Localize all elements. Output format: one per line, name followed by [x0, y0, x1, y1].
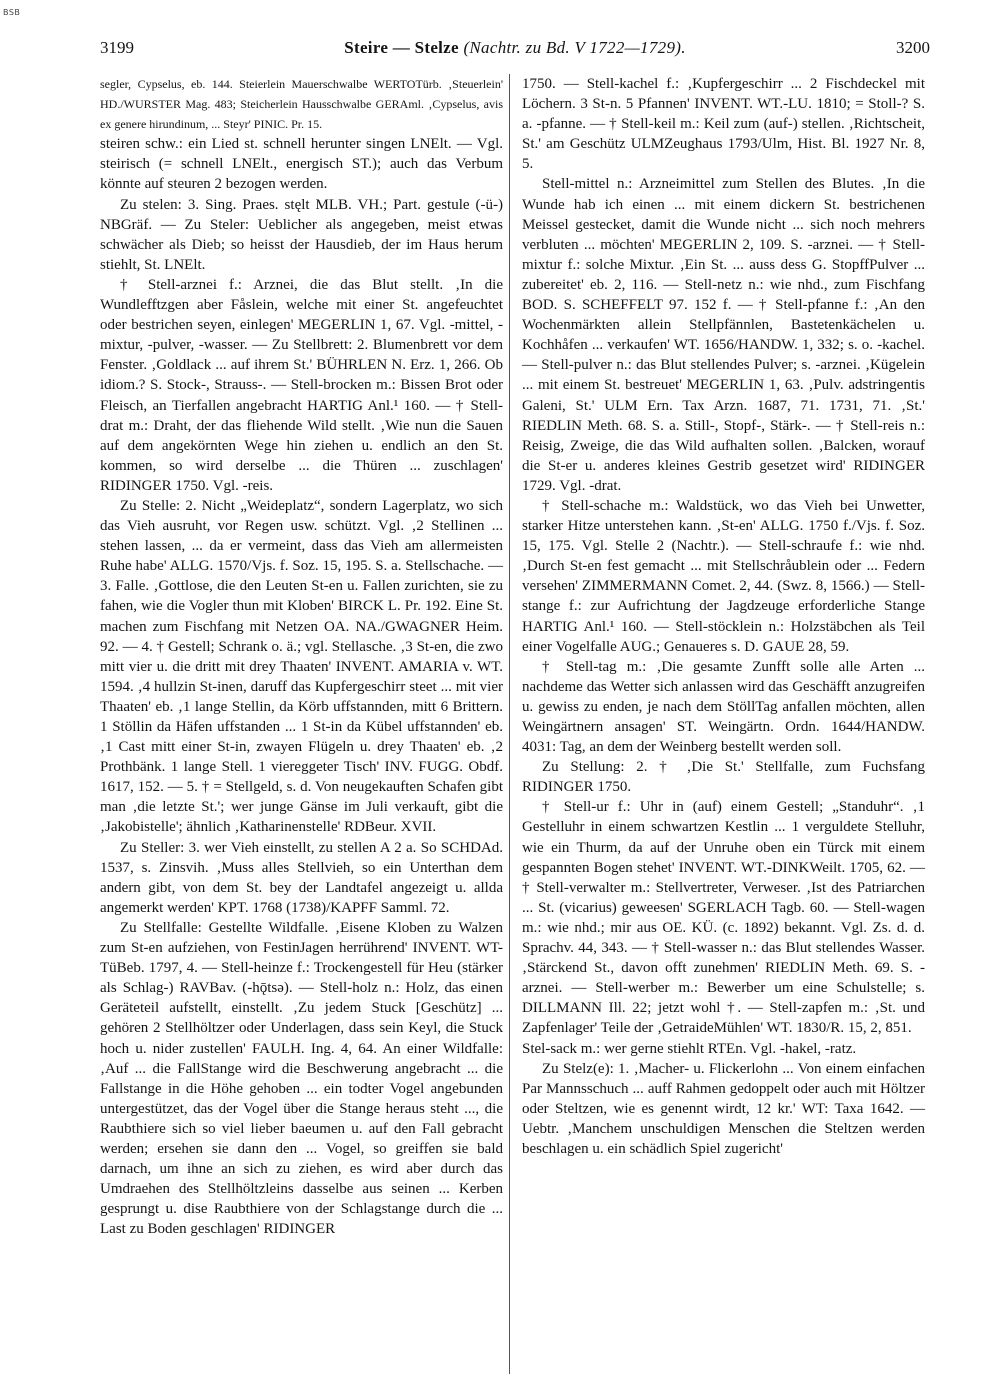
- dictionary-entry: Zu Stelle: 2. Nicht „Weideplatz“, sondern Lagerplatz, wo sich das Vieh ausruht, vor Regen usw. schützt. Vgl. ‚2 Stellinen ... stehen lassen, ... da er vermeint, dass das Vieh am allermeisten Ruhe habe' ALLG. 1570/Vjs. f. Soz. 15, 195. S. a. Stellschache. — 3. Falle. ‚Gottlose, die den Leuten St-en u. Fallen zurichten, sie zu fahen, wie die Vogler thun mit Kloben' BIRCK L. Pr. 192. Eine St. machen zum Fischfang mit Netzen OA. NA./GWAGNER Heim. 92. — 4. † Gestell; Schrank o. ä.; vgl. Stellasche. ‚3 St-en, die zwo mitt vier u. die dritt mit drey Thaaten' INVENT. AMARIA v. WT. 1594. ‚4 hullzin St-inen, daruff das Kupfergeschirr steet ... mit vier Thaaten' eb. ‚1 lange Stellin, da Körb uffstannden, mitt 6 Brittern. 1 Stöllin da Häfen uffstanden ... 1 St-in da Kübel uffstannden' eb. ‚1 Cast mitt einer St-in, zwayen Flügeln u. drey Thaaten' eb. ‚2 Prothbänk. 1 lange Stell. 1 viereggeter Tisch' INV. FUGG. Obdf. 1617, 152. — 5. † = Stellgeld, s. d. Von neugekauften Schafen gibt man ‚die letzte St.'; wer junge Gänse im Juli verkauft, gibt die ‚Jakobistelle'; ähnlich ‚Katharinenstelle' RDBeur. XVII.: [100, 497, 503, 836]
- page-header: [100, 38, 930, 70]
- left-column: [100, 74, 503, 1239]
- dictionary-entry: Zu Steller: 3. wer Vieh einstellt, zu stellen A 2 a. So SCHDAd. 1537, s. Zinsvih. ‚Muss alles Stellvieh, so ein Unterthan dem andern gibt, von dem St. bey der Landtafel angezeigt u. allda angemerkt werden' KPT. 1768 (1738)/KAPFF Samml. 72.: [100, 839, 503, 916]
- column-divider: [509, 74, 510, 1374]
- page-number-left: 3199: [100, 38, 134, 57]
- running-title: [344, 38, 686, 58]
- right-column: [522, 74, 925, 1239]
- page-number-right: 3200: [896, 38, 930, 57]
- dictionary-entry: † Stell-tag m.: ‚Die gesamte Zunfft solle alle Arten ... nachdeme das Wetter sich anlassen wird das Geschäfft anzugreifen u. gewiss zu enden, je nach dem StöllTag anfallen möchten, allen Weingärtnern ansagen' ST. Weingärtn. Ordn. 1644/HANDW. 4031: Tag, an dem der Weinberg bestellt werden soll.: [522, 658, 925, 756]
- library-stamp: BSB: [3, 8, 21, 17]
- running-title-words: Steire — Stelze: [344, 38, 459, 57]
- running-title-note: (Nachtr. zu Bd. V 1722—1729).: [463, 38, 686, 57]
- dictionary-entry: Zu Stelz(e): 1. ‚Macher- u. Flickerlohn ... Von einem einfachen Par Mannsschuch ... auff Rahmen gedoppelt oder auch mit Höltzer oder Steltzen, wie es genennt wirdt, 12 kr.' WT: Taxa 1642. — Uebtr. ‚Manchem unschuldigen Menschen die Steltzen werden beschlagen u. ein schädlich Spiel zugericht': [522, 1060, 925, 1157]
- dictionary-entry: segler, Cypselus, eb. 144. Steierlein Mauerschwalbe WERTOTürb. ‚Steuerlein' HD./WURSTER Mag. 483; Steicherlein Hausschwalbe GERAml. ‚Cypselus, avis ex genere hirundinum, ... Steyr' PINIC. Pr. 15.: [100, 77, 503, 132]
- dictionary-entry: 1750. — Stell-kachel f.: ‚Kupfergeschirr ... 2 Fischdeckel mit Löchern. 3 St-n. 5 Pfannen' INVENT. WT.-LU. 1810; = Stoll-? S. a. -pfanne. — † Stell-keil m.: Keil zum (auf-) stellen. ‚Richtscheit, St.' am Geschütz ULMZeughaus 1793/Ulm, Hist. Bl. 1927 Nr. 8, 5.: [522, 76, 925, 173]
- dictionary-entry: Stel-sack m.: wer gerne stiehlt RTEn. Vgl. -hakel, -ratz.: [522, 1040, 857, 1057]
- dictionary-entry: † Stell-ur f.: Uhr in (auf) einem Gestell; „Standuhr“. ‚1 Gestelluhr in einem schwartzen Kestlin ... 1 verguldete Stelluhr, wie ein Thurm, da auf der Unruhe oben ein Türck mit einem gespannten Bogen stehet' INVENT. WT.-DINKWeilt. 1705, 62. — † Stell-verwalter m.: Stellvertreter, Verweser. ‚Ist des Patriarchen ... St. (vicarius) geweesen' SGERLACH Tagb. 60. — Stell-wagen m.: wie nhd.; mir aus OE. KÜ. (c. 1892) bekannt. Vgl. Zs. d. d. Sprachv. 44, 343. — † Stell-wasser n.: das Blut stellendes Wasser. ‚Stärckend St., davon offt zunehmen' RIEDLIN Meth. 69. S. -arznei. — Stell-werber m.: Bewerber um eine Schulstelle; s. DILLMANN Ill. 22; jetzt wohl †. — Stell-zapfen m.: ‚St. und Zapfenlager' Teile der ‚GetraideMühlen' WT. 1830/R. 15, 2, 851.: [522, 799, 925, 1037]
- text-columns: [100, 74, 930, 1239]
- dictionary-entry: steiren schw.: ein Lied st. schnell herunter singen LNElt. — Vgl. steirisch (= schnell LNElt., energisch ST.); auch das Verbum könnte auf steuren 2 bezogen werden.: [100, 136, 503, 193]
- dictionary-entry: Stell-mittel n.: Arzneimittel zum Stellen des Blutes. ‚In die Wunde hab ich einen ... mit einem dickern St. bestrichenen Meissel gestecket, damit die Wunde nicht ... sich noch mehrers verbluten ... möchten' MEGERLIN 2, 109. S. -arznei. — † Stell-mixtur f.: solche Mixtur. ‚Ein St. ... auss dess G. StopffPulver ... zubereitet' eb. 2, 116. — Stell-netz n.: wie nhd., zum Fischfang BOD. S. SCHEFFELT 97. 152 f. — † Stell-pfanne f.: ‚An den Wochenmärkten allein Stellpfännlen, Bastetenkächelen u. Kochhåfen ... verkaufen' WT. 1656/HANDW. 1, 332; s. o. -kachel. — Stell-pulver n.: das Blut stellendes Pulver; s. -arznei. ‚Kügelein ... mit einem St. bestreuet' MEGERLIN 1, 63. ‚Pulv. adstringentis Galeni, St.' ULM Ern. Tax Arzn. 1687, 71. 1731, 71. ‚St.' RIEDLIN Meth. 68. S. a. Still-, Stopf-, Stärk-. — † Stell-reis n.: Reisig, Zweige, die das Wild aufhalten sollen. ‚Balcken, worauf die St-er u. anderes kleines Gestrib gesetzet wird' RIDINGER 1729. Vgl. -drat.: [522, 176, 925, 494]
- dictionary-entry: † Stell-schache m.: Waldstück, wo das Vieh bei Unwetter, starker Hitze unterstehen kann. ‚St-en' ALLG. 1750 f./Vjs. f. Soz. 15, 175. Vgl. Stelle 2 (Nachtr.). — Stell-schraufe f.: wie nhd. ‚Durch St-en fest gemacht ... mit Stellschråublein oder ... Federn versehen' ZIMMERMANN Comet. 2, 44. (Swz. 8, 1566.) — Stell-stange f.: zur Aufrichtung der Jagdzeuge erforderliche Stange HARTIG Anl.¹ 160. — Stell-stöcklein n.: Holzstäbchen als Teil einer Vogelfalle AUG.; Genaueres s. D. GAUE 28, 59.: [522, 497, 925, 655]
- dictionary-page: [100, 38, 930, 1239]
- dictionary-entry: Zu stelen: 3. Sing. Praes. stęlt MLB. VH.; Part. gestule (-ü-) NBGräf. — Zu Steler: Uеblicher als angegeben, meist etwas schwächer als Dieb; so heisst der Hausdieb, der im Haus herum stiehlt, St. LNElt.: [100, 196, 503, 273]
- dictionary-entry: Zu Stellfalle: Gestellte Wildfalle. ‚Eisene Kloben zu Walzen zum St-en aufziehen, von FestinJagen herrührend' INVENT. WT-TüBeb. 1797, 4. — Stell-heinze f.: Trockengestell für Heu (stärker als Schlag-) RAVBav. (-hǭtsə). — Stell-holz n.: Holz, das einen Geräteteil aufstellt, einstellt. ‚Zu jedem Stuck [Geschütz] ... gehören 2 Stellhöltzer oder Underlagen, dass sein Keyl, die Stuck hoch u. nider zustellen' FAULH. Ing. 4, 64. An einer Wildfalle: ‚Auf ... die FallStange wird die Beschwerung angebracht ... die Fallstange in die Höhe gehoben ... ein todter Vogel angebunden untergestützet, das der Vogel über die Stange heraus steht ..., die Raubthiere sich so viel lieber baeumen u. auf den Fall gebracht werden; ersehen sie dann den ... Vogel, so greiffen sie bald darnach, um ihne an sich zu ziehen, es wird aber durch das Umdraehen des Stellhöltzleins dasselbe aus seinen ... Kerben gesprungt u. dise Raubthiere von der Schlagstange durch die ... Last zu Boden geschlagen' RIDINGER: [100, 919, 503, 1238]
- dictionary-entry: † Stell-arznei f.: Arznei, die das Blut stellt. ‚In die Wundlefftzgen aber Fåslein, welche mit einer St. angefeuchtet oder bestrichen seyen, einlegen' MEGERLIN 1, 67. Vgl. -mittel, -mixtur, -pulver, -wasser. — Zu Stellbrett: 2. Blumenbrett vor dem Fenster. ‚Goldlack ... auf ihrem St.' BÜHRLEN N. Erz. 1, 266. Ob idiom.? S. Stock-, Strauss-. — Stell-brocken m.: Bissen Brot oder Fleisch, an Tierfallen angebracht HARTIG Anl.¹ 160. — † Stell-drat m.: Draht, der das fliehende Wild stellt. ‚Wie nun die Sauen auf dem angekörnten Wege hin ziehen u. endlich an den St. kommen, so wird derselbe ... die Thüren ... zuschlagen' RIDINGER 1750. Vgl. -reis.: [100, 276, 503, 494]
- dictionary-entry: Zu Stellung: 2. † ‚Die St.' Stellfalle, zum Fuchsfang RIDINGER 1750.: [522, 759, 925, 796]
